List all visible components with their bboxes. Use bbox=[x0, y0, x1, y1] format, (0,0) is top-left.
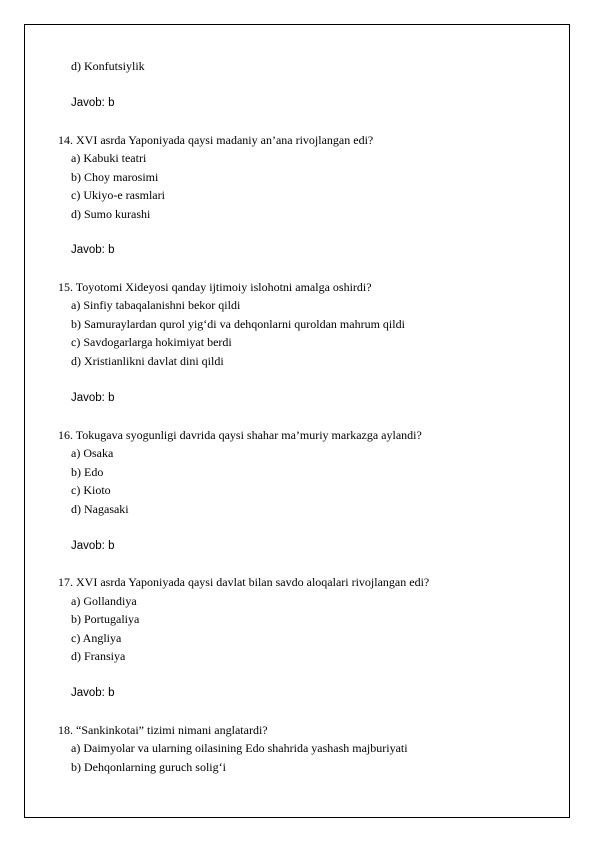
option-c: c) Savdogarlarga hokimiyat berdi bbox=[71, 335, 232, 349]
question-17: 17. XVI asrda Yaponiyada qaysi davlat bilan savdo aloqalari rivojlangan edi? bbox=[58, 575, 430, 589]
option-b: b) Choy marosimi bbox=[71, 170, 159, 184]
question-16: 16. Tokugava syogunligi davrida qaysi shahar ma’muriy markazga aylandi? bbox=[58, 428, 422, 442]
question-15: 15. Toyotomi Xideyosi qanday ijtimoiy islohotni amalga oshirdi? bbox=[58, 280, 372, 294]
option-b: b) Edo bbox=[71, 465, 104, 479]
option-b: b) Portugaliya bbox=[71, 612, 140, 626]
option-c: c) Angliya bbox=[71, 631, 122, 645]
answer-line: Javob: b bbox=[71, 244, 115, 256]
answer-line: Javob: b bbox=[71, 687, 115, 699]
option-b: b) Dehqonlarning guruch solig‘i bbox=[71, 760, 226, 774]
option-c: c) Ukiyo-e rasmlari bbox=[71, 188, 165, 202]
question-14: 14. XVI asrda Yaponiyada qaysi madaniy an’ana rivojlangan edi? bbox=[58, 133, 374, 147]
option-a: a) Daimyolar va ularning oilasining Edo shahrida yashash majburiyati bbox=[71, 741, 408, 755]
option-a: a) Osaka bbox=[71, 446, 114, 460]
answer-line: Javob: b bbox=[71, 97, 115, 109]
option-b: b) Samuraylardan qurol yig‘di va dehqonlarni quroldan mahrum qildi bbox=[71, 317, 405, 331]
option-c: c) Kioto bbox=[71, 483, 111, 497]
option-d: d) Xristianlikni davlat dini qildi bbox=[71, 354, 224, 368]
option-d: d) Nagasaki bbox=[71, 502, 129, 516]
option-d: d) Sumo kurashi bbox=[71, 207, 151, 221]
option-a: a) Sinfiy tabaqalanishni bekor qildi bbox=[71, 298, 241, 312]
option-a: a) Gollandiya bbox=[71, 594, 137, 608]
question-18: 18. “Sankinkotai” tizimi nimani anglatardi? bbox=[58, 723, 268, 737]
answer-line: Javob: b bbox=[71, 392, 115, 404]
option-a: a) Kabuki teatri bbox=[71, 151, 147, 165]
answer-line: Javob: b bbox=[71, 540, 115, 552]
option-d: d) Fransiya bbox=[71, 649, 126, 663]
option-d: d) Konfutsiylik bbox=[71, 59, 145, 73]
